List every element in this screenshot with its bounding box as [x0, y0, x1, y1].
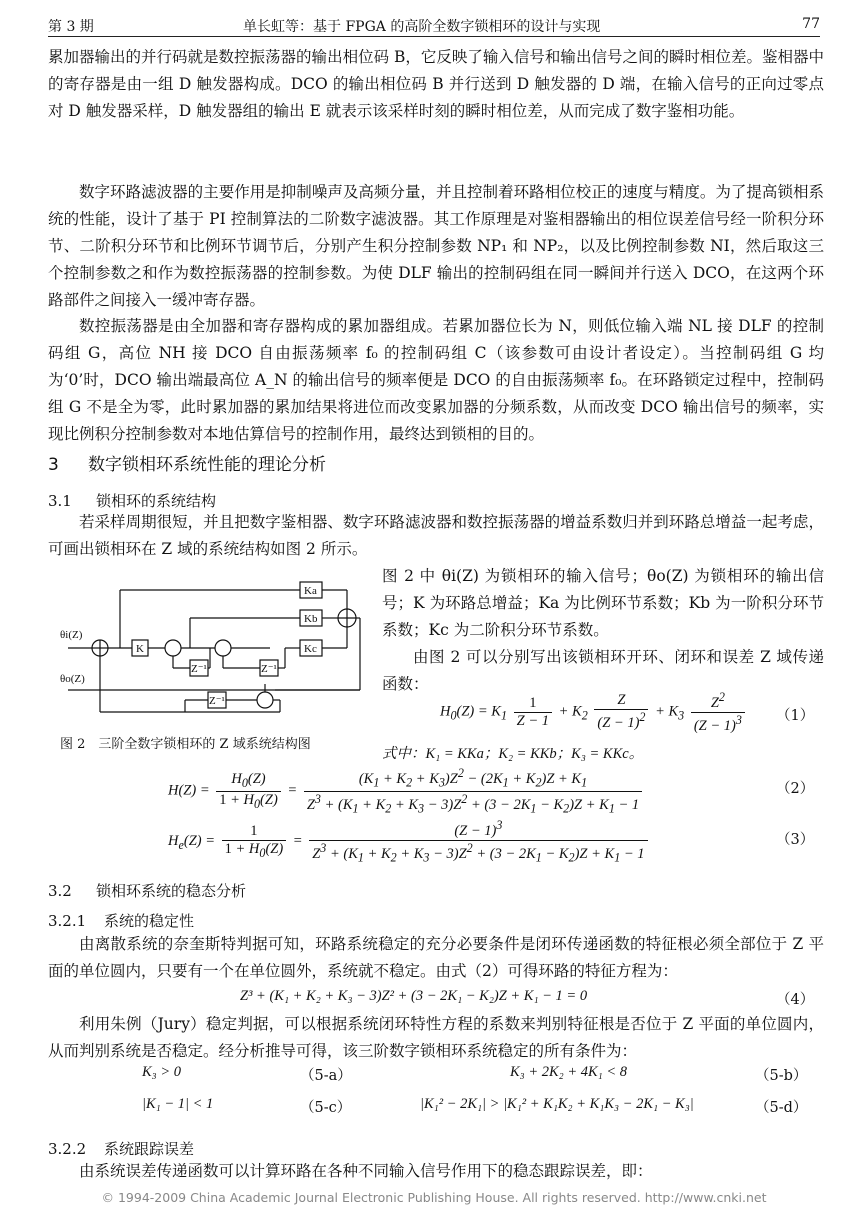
gain-definitions: 式中：K₁ = KKa；K₂ = KKb；K₃ = KKc。	[382, 746, 644, 762]
paragraph-2: 数字环路滤波器的主要作用是抑制噪声及高频分量，并且控制着环路相位校正的速度与精度。为了提高锁相系统的性能，设计了基于 PI 控制算法的二阶数字滤波器。其工作原理是对鉴相器输出的相位误差信号经一阶积分环节、二阶积分环节和比例环节调节后，分别产生积分控制参数 NP₁ 和 NP₂，以及比例控制参数 NI，然后取这三个控制参数之和作为数控振荡器的控制参数。为使 DLF 输出的控制码组在同一瞬间并行送入 DCO，在这两个环路部件之间接入一缓冲寄存器。	[48, 183, 824, 309]
condition-5d-number: （5-d）	[755, 1100, 808, 1116]
equation-4-number: （4）	[776, 992, 815, 1008]
running-title: 单长虹等：基于 FPGA 的高阶全数字锁相环的设计与实现	[243, 19, 601, 35]
equation-4: Z³ + (K₁ + K₂ + K₃ − 3)Z² + (3 − 2K₁ − K₂)Z + K₁ − 1 = 0	[240, 988, 588, 1004]
equation-2: H(Z) = $\frac{H_0(Z)}{1 + H_0(Z)}$ = $\frac{(K_1 + K_2 + K_3)Z^2 - (2K_1 + K_2)Z + K_1}{Z^3 + (K_1 + K_2 + K_3 - 3)Z^2 + (3 - 2K_1 - K_2)Z + K_1 - 1}$	[168, 766, 645, 816]
section-number: 3.2.2	[48, 1140, 87, 1158]
input-signal-label: θi(Z)	[60, 629, 83, 641]
page-number: 77	[802, 16, 820, 32]
section-number: 3.2	[48, 882, 72, 900]
delay-block-label: Z⁻¹	[261, 663, 277, 675]
condition-5a-number: （5-a）	[300, 1068, 352, 1084]
equation-3: $H_e(Z)$ = $\frac{1}{1 + H_0(Z)}$ = $\frac{(Z - 1)^3}{Z^3 + (K_1 + K_2 + K_3 - 3)Z^2 + (3 - 2K_1 - K_2)Z + K_1 - 1}$	[168, 818, 651, 866]
figure-caption: 图 2 三阶全数字锁相环的 Z 域系统结构图	[60, 737, 311, 752]
gain-kb-label: Kb	[304, 613, 318, 625]
section-title: 锁相环的系统结构	[96, 492, 217, 510]
section-number: 3.1	[48, 492, 72, 510]
paragraph-9: 由系统误差传递函数可以计算环路在各种不同输入信号作用下的稳态跟踪误差，即：	[79, 1162, 653, 1180]
block-diagram-figure-2	[60, 572, 380, 724]
section-title: 系统跟踪误差	[104, 1140, 195, 1158]
condition-5d: |K₁² − 2K₁| > |K₁² + K₁K₂ + K₁K₃ − 2K₁ − K₃|	[420, 1096, 694, 1112]
section-3-1-heading	[48, 490, 216, 511]
paragraph-5: 图 2 中 θi(Z) 为锁相环的输入信号；θo(Z) 为锁相环的输出信号；K 为环路总增益；Ka 为比例环节系数；Kb 为一阶积分环节系数；Kc 为二阶积分环节系数。	[382, 567, 824, 639]
condition-5c-number: （5-c）	[300, 1100, 352, 1116]
section-3-2-heading	[48, 880, 246, 901]
output-signal-label: θo(Z)	[60, 673, 85, 685]
section-number: 3	[48, 455, 59, 475]
delay-block-label: Z⁻¹	[191, 663, 207, 675]
section-3-2-1-heading	[48, 910, 194, 931]
condition-5a: K₃ > 0	[142, 1064, 181, 1080]
section-3-heading	[48, 450, 326, 475]
condition-5b-number: （5-b）	[755, 1068, 808, 1084]
equation-2-number: （2）	[776, 781, 815, 797]
equation-1: $H_0(Z) = K_1$ $\frac{1}{Z - 1}$ + $K_2$ $\frac{Z}{(Z - 1)^2}$ + $K_3$ $\frac{Z^2}{(Z - 1)^3}$	[440, 690, 748, 735]
issue-number: 第 3 期	[48, 19, 94, 35]
running-header	[48, 14, 820, 37]
paragraph-4: 若采样周期很短，并且把数字鉴相器、数字环路滤波器和数控振荡器的增益系数归并到环路总增益一起考虑，可画出锁相环在 Z 域的系统结构如图 2 所示。	[48, 513, 824, 558]
copyright-footer: © 1994-2009 China Academic Journal Electronic Publishing House. All rights reserved. http://www.cnki.net	[101, 1190, 767, 1205]
section-title: 锁相环系统的稳态分析	[96, 882, 247, 900]
section-3-2-2-heading	[48, 1138, 194, 1159]
condition-5c: |K₁ − 1| < 1	[142, 1096, 214, 1112]
paragraph-7: 由离散系统的奈奎斯特判据可知，环路系统稳定的充分必要条件是闭环传递函数的特征根必须全部位于 Z 平面的单位圆内，只要有一个在单位圆外，系统就不稳定。由式（2）可得环路的特征方程为：	[48, 935, 824, 980]
gain-kc-label: Kc	[304, 643, 317, 655]
delay-block-label: Z⁻¹	[209, 695, 225, 707]
section-title: 系统的稳定性	[104, 912, 195, 930]
section-title: 数字锁相环系统性能的理论分析	[88, 455, 326, 475]
gain-ka-label: Ka	[304, 585, 317, 597]
paragraph-8: 利用朱例（Jury）稳定判据，可以根据系统闭环特性方程的系数来判别特征根是否位于 Z 平面的单位圆内，从而判别系统是否稳定。经分析推导可得，该三阶数字锁相环系统稳定的所有条件为：	[48, 1015, 824, 1060]
condition-5b: K₃ + 2K₂ + 4K₁ < 8	[510, 1064, 627, 1080]
paragraph-6: 由图 2 可以分别写出该锁相环开环、闭环和误差 Z 域传递函数：	[382, 648, 824, 693]
paragraph-1: 累加器输出的并行码就是数控振荡器的输出相位码 B，它反映了输入信号和输出信号之间的瞬时相位差。鉴相器中的寄存器是由一组 D 触发器构成。DCO 的输出相位码 B 并行送到 D 触发器的 D 端，在输入信号的正向过零点对 D 触发器采样，D 触发器组的输出 E 就表示该采样时刻的瞬时相位差，从而完成了数字鉴相功能。	[48, 48, 824, 120]
equation-1-number: （1）	[776, 708, 815, 724]
gain-k-label: K	[136, 643, 144, 655]
paragraph-3: 数控振荡器是由全加器和寄存器构成的累加器组成。若累加器位长为 N，则低位输入端 NL 接 DLF 的控制码组 G，高位 NH 接 DCO 自由振荡频率 f₀ 的控制码组 C（该参数可由设计者设定）。当控制码组 G 均为‘0’时，DCO 输出端最高位 A_N 的输出信号的频率便是 DCO 的自由振荡频率 f₀。在环路锁定过程中，控制码组 G 不是全为零，此时累加器的累加结果将进位而改变累加器的分频系数，从而改变 DCO 输出信号的频率，实现比例积分控制参数对本地估算信号的控制作用，最终达到锁相的目的。	[48, 317, 824, 443]
equation-3-number: （3）	[776, 832, 815, 848]
section-number: 3.2.1	[48, 912, 87, 930]
